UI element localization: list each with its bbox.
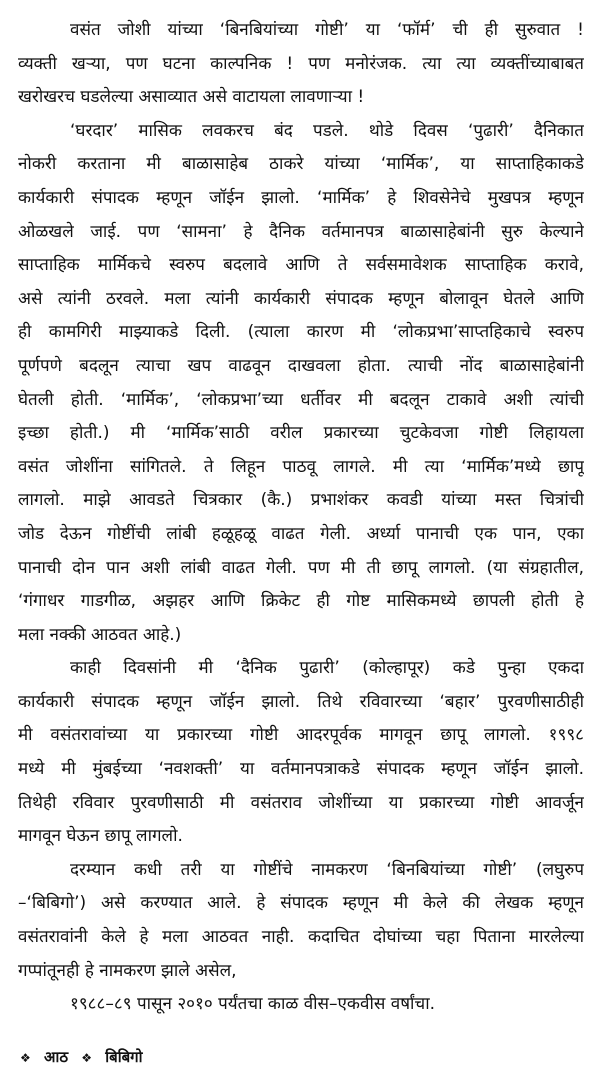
text-line: कार्यकारी संपादक म्हणून जॉईन झालो. तिथे रविवारच्या ‘बहार’ पुरवणीसाठीही	[18, 691, 584, 712]
paragraph	[18, 988, 584, 1022]
page-number: आठ	[44, 1048, 69, 1066]
text-line: तिथेही रविवार पुरवणीसाठी मी वसंतराव जोशींच्या या प्रकारच्या गोष्टी आवर्जून	[18, 792, 584, 813]
text-line: लागलो. माझे आवडते चित्रकार (कै.) प्रभाशंकर कवडी यांच्या मस्त चित्रांची	[18, 490, 584, 511]
text-line: व्यक्ती खऱ्या, पण घटना काल्पनिक ! पण मनोरंजक. त्या त्या व्यक्तींच्याबाबत	[18, 53, 584, 74]
text-line: मी वसंतरावांच्या या प्रकारच्या गोष्टी आदरपूर्वक मागवून छापू लागलो. १९९८	[18, 725, 584, 746]
diamond-bullet-icon: ❖	[20, 1051, 31, 1065]
text-line: इच्छा होती.) मी ‘मार्मिक’साठी वरील प्रकारच्या चुटकेवजा गोष्टी लिहायला	[18, 423, 584, 444]
text-line: पानाची दोन पान अशी लांबी वाढत गेली. पण मी ती छापू लागलो. (या संग्रहातील,	[18, 557, 584, 578]
text-line: काही दिवसांनी मी ‘दैनिक पुढारी’ (कोल्हापूर) कडे पुन्हा एकदा	[70, 658, 584, 679]
text-line: कार्यकारी संपादक म्हणून जॉईन झालो. ‘मार्मिक’ हे शिवसेनेचे मुखपत्र म्हणून	[18, 187, 584, 208]
text-line: गप्पांतूनही हे नामकरण झाले असेल,	[18, 960, 237, 981]
paragraph	[18, 115, 584, 653]
paragraph	[18, 652, 584, 854]
text-line: असे त्यांनी ठरवले. मला त्यांनी कार्यकारी संपादक म्हणून बोलावून घेतले आणि	[18, 288, 584, 309]
text-line: साप्ताहिक मार्मिकचे स्वरुप बदलावे आणि ते सर्वसमावेशक साप्ताहिक करावे,	[18, 255, 584, 276]
text-line: मागवून घेऊन छापू लागलो.	[18, 826, 183, 847]
text-line: ‘गंगाधर गाडगीळ, अझहर आणि क्रिकेट ही गोष्ट मासिकमध्ये छापली होती हे	[18, 591, 584, 612]
text-line: जोड देऊन गोष्टींची लांबी हळूहळू वाढत गेली. अर्ध्या पानाची एक पान, एका	[18, 523, 584, 544]
text-line: ओळखले जाई. पण ‘सामना’ हे दैनिक वर्तमानपत्र बाळासाहेबांनी सुरु केल्याने	[18, 221, 584, 242]
text-line: –‘बिबिगो’) असे करण्यात आले. हे संपादक म्हणून मी केले की लेखक म्हणून	[18, 893, 584, 914]
text-line: मध्ये मी मुंबईच्या ‘नवशक्ती’ या वर्तमानपत्राकडे संपादक म्हणून जॉईन झालो.	[18, 759, 584, 780]
text-line: वसंत जोशी यांच्या ‘बिनबियांच्या गोष्टी’ या ‘फॉर्म’ ची ही सुरुवात !	[70, 20, 584, 40]
text-line: १९८८–८९ पासून २०१० पर्यंतचा काळ वीस–एकवीस वर्षांचा.	[70, 994, 436, 1015]
book-title: बिबिगो	[105, 1048, 143, 1066]
text-line: नोकरी करताना मी बाळासाहेब ठाकरे यांच्या ‘मार्मिक’, या साप्ताहिकाकडे	[18, 154, 584, 175]
paragraph	[18, 854, 584, 988]
text-line: वसंत जोशींना सांगितले. ते लिहून पाठवू लागले. मी त्या ‘मार्मिक’मध्ये छापू	[18, 456, 584, 477]
document-page	[18, 14, 584, 1022]
diamond-separator-icon: ❖	[81, 1051, 93, 1065]
text-line: ‘घरदार’ मासिक लवकरच बंद पडले. थोडे दिवस ‘पुढारी’ दैनिकात	[70, 120, 584, 141]
text-line: ही कामगिरी माझ्याकडे दिली. (त्याला कारण मी ‘लोकप्रभा’साप्तहिकाचे स्वरुप	[18, 322, 584, 343]
text-line: दरम्यान कधी तरी या गोष्टींचे नामकरण ‘बिनबियांच्या गोष्टी’ (लघुरुप	[70, 859, 584, 880]
text-line: खरोखरच घडलेल्या असाव्यात असे वाटायला लावणाऱ्या !	[18, 87, 365, 108]
text-line: घेतली होती. ‘मार्मिक’, ‘लोकप्रभा’च्या धर्तीवर मी बदलून टाकावे अशी त्यांची	[18, 389, 584, 410]
text-line: वसंतरावांनी केले हे मला आठवत नाही. कदाचित दोघांच्या चहा पिताना मारलेल्या	[18, 927, 584, 948]
page-footer	[20, 1047, 143, 1068]
text-line: पूर्णपणे बदलून त्याचा खप वाढवून दाखवला होता. त्याची नोंद बाळासाहेबांनी	[18, 355, 584, 376]
text-line: मला नक्की आठवत आहे.)	[18, 624, 182, 645]
paragraph	[18, 14, 584, 115]
